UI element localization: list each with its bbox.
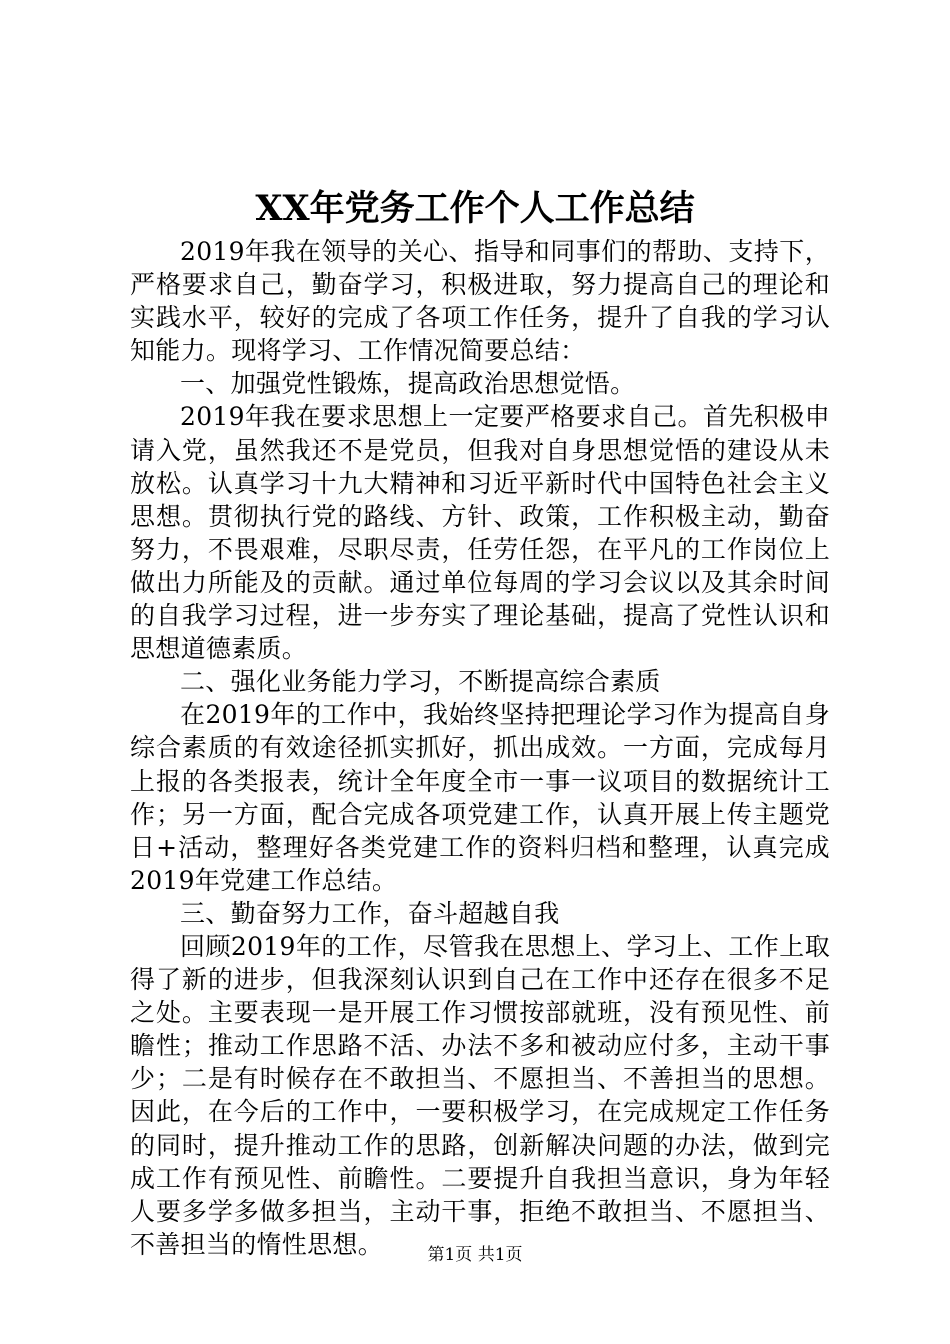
section-heading-2: 二、强化业务能力学习，不断提高综合素质 [180,667,661,697]
paragraph-intro: 2019年我在领导的关心、指导和同事们的帮助、支持下，严格要求自己，勤奋学习，积极进取，努力提高自己的理论和实践水平，较好的完成了各项工作任务，提升了自我的学习认知能力。现将学习、工作情况简要总结： [130,237,830,366]
page-footer: 第1页 共1页 [427,1245,523,1265]
document-body [130,235,830,1261]
paragraph-section-2: 在2019年的工作中，我始终坚持把理论学习作为提高自身综合素质的有效途径抓实抓好，抓出成效。一方面，完成每月上报的各类报表，统计全年度全市一事一议项目的数据统计工作；另一方面，配合完成各项党建工作，认真开展上传主题党日+活动，整理好各类党建工作的资料归档和整理，认真完成2019年党建工作总结。 [130,700,830,895]
section-heading-1: 一、加强党性锻炼，提高政治思想觉悟。 [180,369,636,399]
section-heading-3: 三、勤奋努力工作，奋斗超越自我 [180,898,560,928]
paragraph-section-3: 回顾2019年的工作，尽管我在思想上、学习上、工作上取得了新的进步，但我深刻认识到自己在工作中还存在很多不足之处。主要表现一是开展工作习惯按部就班，没有预见性、前瞻性；推动工作思路不活、办法不多和被动应付多，主动干事少；二是有时候存在不敢担当、不愿担当、不善担当的思想。因此，在今后的工作中，一要积极学习，在完成规定工作任务的同时，提升推动工作的思路，创新解决问题的办法，做到完成工作有预见性、前瞻性。二要提升自我担当意识，身为年轻人要多学多做多担当，主动干事，拒绝不敢担当、不愿担当、不善担当的惰性思想。 [130,931,830,1259]
paragraph-section-1: 2019年我在要求思想上一定要严格要求自己。首先积极申请入党，虽然我还不是党员，但我对自身思想觉悟的建设从未放松。认真学习十九大精神和习近平新时代中国特色社会主义思想。贯彻执行党的路线、方针、政策，工作积极主动，勤奋努力，不畏艰难，尽职尽责，任劳任怨，在平凡的工作岗位上做出力所能及的贡献。通过单位每周的学习会议以及其余时间的自我学习过程，进一步夯实了理论基础，提高了党性认识和思想道德素质。 [130,402,830,664]
document-title: XX年党务工作个人工作总结 [255,188,695,229]
